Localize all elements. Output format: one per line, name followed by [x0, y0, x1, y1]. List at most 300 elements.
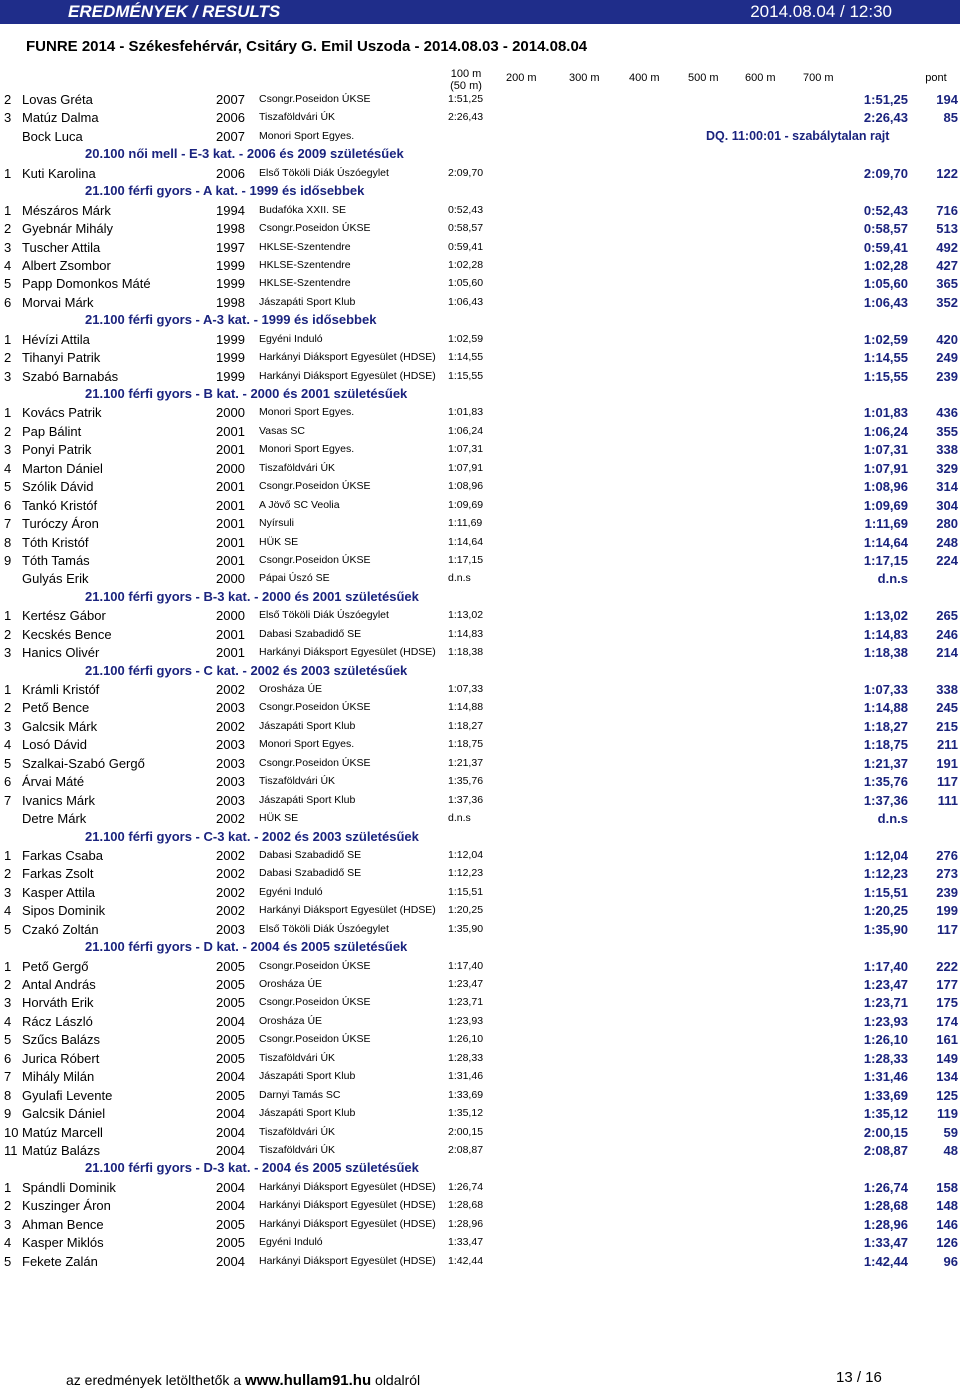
- birth-year: 2002: [216, 884, 245, 900]
- result-row: [0, 440, 960, 458]
- rank-cell: 1: [4, 165, 12, 181]
- birth-year: 2004: [216, 1106, 245, 1122]
- final-time: 1:07,91: [863, 460, 908, 476]
- swimmer-name: Ivanics Márk: [22, 792, 95, 808]
- birth-year: 2004: [216, 1142, 245, 1158]
- points-cell: 96: [943, 1253, 958, 1269]
- swimmer-name: Árvai Máté: [22, 774, 85, 790]
- result-row: [0, 864, 960, 882]
- points-cell: 222: [936, 958, 958, 974]
- swimmer-name: Kovács Patrik: [22, 405, 102, 421]
- event-title: 21.100 férfi gyors - C kat. - 2002 és 2003 születésűek: [85, 662, 408, 678]
- rank-cell: 2: [4, 92, 12, 107]
- birth-year: 2006: [216, 110, 245, 126]
- club-name: HKLSE-Szentendre: [259, 277, 351, 290]
- points-cell: 175: [936, 995, 958, 1011]
- final-time: 2:08,87: [863, 1142, 908, 1158]
- points-cell: 117: [937, 921, 958, 937]
- split-100m: 1:02,28: [448, 258, 484, 271]
- birth-year: 2004: [216, 1069, 245, 1085]
- points-cell: 338: [936, 682, 958, 697]
- rank-cell: 1: [4, 608, 12, 624]
- final-time: 1:33,47: [863, 1235, 908, 1251]
- club-name: A Jövő SC Veolia: [259, 498, 340, 511]
- birth-year: 2004: [216, 1013, 245, 1029]
- points-cell: 420: [936, 331, 958, 347]
- split-100m: 1:37,36: [448, 793, 484, 806]
- final-time: 1:14,83: [863, 626, 908, 642]
- final-time: 1:28,96: [863, 1216, 908, 1232]
- result-row: [0, 1123, 960, 1141]
- birth-year: 2001: [216, 423, 245, 439]
- final-time: 1:12,04: [863, 847, 908, 863]
- split-100m: 1:08,96: [448, 480, 484, 493]
- split-100m: 2:26,43: [448, 111, 484, 124]
- rank-cell: 7: [4, 516, 12, 532]
- swimmer-name: Krámli Kristóf: [22, 682, 100, 697]
- points-cell: 280: [936, 516, 958, 532]
- final-time: 1:35,90: [863, 921, 908, 937]
- birth-year: 2005: [216, 1032, 245, 1048]
- points-cell: 117: [937, 774, 958, 790]
- split-100m: 1:35,90: [448, 922, 484, 935]
- rank-cell: 1: [4, 682, 12, 697]
- club-name: Első Tököli Diák Úszóegylet: [259, 166, 389, 179]
- event-header: [0, 938, 960, 956]
- final-time: 1:51,25: [863, 92, 908, 107]
- result-row: [0, 993, 960, 1011]
- rank-cell: 3: [4, 110, 12, 126]
- split-100m: 1:14,83: [448, 627, 484, 640]
- club-name: Tiszaföldvári ÚK: [259, 111, 336, 124]
- birth-year: 2003: [216, 737, 245, 753]
- final-time: 1:17,40: [863, 958, 908, 974]
- final-time: 1:06,24: [863, 423, 908, 439]
- swimmer-name: Ponyi Patrik: [22, 442, 92, 458]
- rank-cell: 1: [4, 331, 12, 347]
- club-name: HÜK SE: [259, 535, 299, 548]
- result-row: [0, 1141, 960, 1159]
- split-100m: 1:42,44: [448, 1254, 484, 1267]
- club-name: Csongr.Poseidon ÚKSE: [259, 756, 371, 769]
- result-row: [0, 1049, 960, 1067]
- final-time: 1:31,46: [863, 1069, 908, 1085]
- swimmer-name: Gyebnár Mihály: [22, 221, 114, 237]
- rank-cell: 5: [4, 479, 12, 495]
- results-list: [0, 90, 960, 1270]
- swimmer-name: Kasper Attila: [22, 884, 95, 900]
- club-name: Budafóka XXII. SE: [259, 203, 346, 216]
- birth-year: 1999: [216, 368, 245, 384]
- points-cell: 194: [936, 92, 958, 107]
- club-name: Jászapáti Sport Klub: [259, 793, 356, 806]
- rank-cell: 11: [4, 1142, 18, 1158]
- birth-year: 2003: [216, 792, 245, 808]
- club-name: Monori Sport Egyes.: [259, 406, 355, 419]
- final-time: 1:15,55: [863, 368, 908, 384]
- final-time: 2:00,15: [863, 1124, 908, 1140]
- points-cell: 111: [937, 792, 958, 808]
- birth-year: 2004: [216, 1124, 245, 1140]
- final-time: 1:20,25: [863, 903, 908, 919]
- final-time: 1:23,71: [863, 995, 908, 1011]
- rank-cell: 7: [4, 792, 12, 808]
- result-row: [0, 920, 960, 938]
- rank-cell: 4: [4, 460, 12, 476]
- event-title: 21.100 férfi gyors - B kat. - 2000 és 2001 születésűek: [85, 386, 408, 401]
- birth-year: 2003: [216, 921, 245, 937]
- birth-year: 1998: [216, 294, 245, 310]
- points-cell: 513: [936, 221, 958, 237]
- swimmer-name: Tuscher Attila: [22, 239, 101, 255]
- split-100m: 1:12,04: [448, 848, 484, 861]
- rank-cell: 9: [4, 1106, 12, 1122]
- points-cell: 122: [936, 165, 958, 181]
- split-100m: 1:07,91: [448, 461, 484, 474]
- points-cell: 329: [936, 460, 958, 476]
- club-name: Tiszaföldvári ÚK: [259, 1051, 336, 1064]
- final-time: 1:06,43: [863, 294, 908, 310]
- final-time: 2:26,43: [863, 110, 908, 126]
- rank-cell: 3: [4, 368, 12, 384]
- points-cell: 126: [936, 1235, 958, 1251]
- swimmer-name: Fekete Zalán: [22, 1253, 98, 1269]
- split-100m: 1:15,51: [448, 885, 484, 898]
- split-100m: 1:12,23: [448, 867, 484, 880]
- rank-cell: 4: [4, 737, 12, 753]
- event-header: [0, 662, 960, 680]
- swimmer-name: Ahman Bence: [22, 1216, 104, 1232]
- result-row: [0, 127, 960, 145]
- points-cell: 265: [936, 608, 958, 624]
- final-time: 1:17,15: [863, 552, 908, 568]
- result-row: [0, 514, 960, 532]
- club-name: Harkányi Diáksport Egyesület (HDSE): [259, 1199, 436, 1212]
- club-name: Harkányi Diáksport Egyesület (HDSE): [259, 1254, 436, 1267]
- points-cell: 239: [936, 884, 958, 900]
- points-cell: 48: [943, 1142, 958, 1158]
- swimmer-name: Papp Domonkos Máté: [22, 276, 151, 292]
- swimmer-name: Pap Bálint: [22, 423, 82, 439]
- col-400m: 400 m: [629, 72, 660, 84]
- club-name: HKLSE-Szentendre: [259, 258, 351, 271]
- split-100m: d.n.s: [448, 572, 471, 585]
- rank-cell: 3: [4, 995, 12, 1011]
- result-row: [0, 569, 960, 587]
- club-name: Egyéni Induló: [259, 332, 323, 345]
- final-time: 1:21,37: [863, 755, 908, 771]
- rank-cell: 4: [4, 1013, 12, 1029]
- rank-cell: 2: [4, 423, 12, 439]
- birth-year: 2007: [216, 92, 245, 107]
- rank-cell: 4: [4, 257, 12, 273]
- final-time: 1:15,51: [863, 884, 908, 900]
- rank-cell: 3: [4, 1216, 12, 1232]
- result-row: [0, 606, 960, 624]
- birth-year: 2003: [216, 774, 245, 790]
- club-name: Harkányi Diáksport Egyesület (HDSE): [259, 369, 436, 382]
- final-time: 0:59,41: [863, 239, 908, 255]
- swimmer-name: Hévízi Attila: [22, 331, 90, 347]
- swimmer-name: Matúz Dalma: [22, 110, 99, 126]
- club-name: Dabasi Szabadidő SE: [259, 627, 362, 640]
- result-row: [0, 883, 960, 901]
- result-row: [0, 330, 960, 348]
- result-row: [0, 901, 960, 919]
- rank-cell: 1: [4, 1179, 12, 1195]
- rank-cell: 6: [4, 774, 12, 790]
- rank-cell: 2: [4, 700, 12, 716]
- final-time: 1:14,55: [863, 350, 908, 366]
- result-row: [0, 1215, 960, 1233]
- swimmer-name: Tankó Kristóf: [22, 497, 98, 513]
- result-row: [0, 772, 960, 790]
- rank-cell: 2: [4, 350, 12, 366]
- result-row: [0, 533, 960, 551]
- birth-year: 2002: [216, 903, 245, 919]
- final-time: d.n.s: [877, 811, 908, 827]
- club-name: Tiszaföldvári ÚK: [259, 461, 336, 474]
- final-time: 1:35,12: [863, 1106, 908, 1122]
- rank-cell: 8: [4, 1087, 12, 1103]
- rank-cell: 7: [4, 1069, 12, 1085]
- final-time: 1:42,44: [863, 1253, 908, 1269]
- final-time: 1:26,10: [863, 1032, 908, 1048]
- club-name: Csongr.Poseidon ÚKSE: [259, 93, 371, 105]
- event-header: [0, 588, 960, 606]
- club-name: Egyéni Induló: [259, 1236, 323, 1249]
- birth-year: 1999: [216, 257, 245, 273]
- swimmer-name: Horváth Erik: [22, 995, 94, 1011]
- swimmer-name: Spándli Dominik: [22, 1179, 116, 1195]
- birth-year: 2004: [216, 1179, 245, 1195]
- result-row: [0, 274, 960, 292]
- rank-cell: 2: [4, 1198, 12, 1214]
- rank-cell: 1: [4, 847, 12, 863]
- club-name: Csongr.Poseidon ÚKSE: [259, 959, 371, 972]
- club-name: Monori Sport Egyes.: [259, 738, 355, 751]
- points-cell: 276: [936, 847, 958, 863]
- result-row: [0, 791, 960, 809]
- swimmer-name: Kuszinger Áron: [22, 1198, 111, 1214]
- result-row: [0, 1178, 960, 1196]
- birth-year: 2003: [216, 755, 245, 771]
- points-cell: 436: [936, 405, 958, 421]
- result-row: [0, 348, 960, 366]
- points-cell: 338: [936, 442, 958, 458]
- rank-cell: 5: [4, 276, 12, 292]
- split-100m: 0:58,57: [448, 222, 484, 235]
- event-title: 21.100 férfi gyors - D kat. - 2004 és 2005 születésűek: [85, 939, 408, 955]
- swimmer-name: Szűcs Balázs: [22, 1032, 101, 1048]
- event-header: [0, 311, 960, 329]
- swimmer-name: Kertész Gábor: [22, 608, 106, 624]
- rank-cell: 2: [4, 221, 12, 237]
- club-name: Monori Sport Egyes.: [259, 443, 355, 456]
- swimmer-name: Kasper Miklós: [22, 1235, 104, 1251]
- birth-year: 2002: [216, 718, 245, 734]
- points-cell: 199: [936, 903, 958, 919]
- birth-year: 2002: [216, 811, 245, 827]
- result-row: [0, 1252, 960, 1270]
- swimmer-name: Antal András: [22, 977, 96, 992]
- birth-year: 2001: [216, 497, 245, 513]
- birth-year: 2002: [216, 682, 245, 697]
- club-name: Jászapáti Sport Klub: [259, 295, 356, 308]
- split-100m: 1:07,31: [448, 443, 484, 456]
- split-100m: 1:14,64: [448, 535, 484, 548]
- swimmer-name: Gyulafi Levente: [22, 1087, 113, 1103]
- final-time: 1:07,33: [863, 682, 908, 697]
- points-cell: 246: [936, 626, 958, 642]
- print-datetime: 2014.08.04 / 12:30: [750, 2, 892, 21]
- result-row: [0, 422, 960, 440]
- final-time: 1:35,76: [863, 774, 908, 790]
- birth-year: 2002: [216, 866, 245, 882]
- split-100m: 1:28,68: [448, 1199, 484, 1212]
- points-cell: 215: [936, 718, 958, 734]
- swimmer-name: Szalkai-Szabó Gergő: [22, 755, 145, 771]
- split-100m: 1:33,47: [448, 1236, 484, 1249]
- result-row: [0, 108, 960, 126]
- swimmer-name: Sipos Dominik: [22, 903, 106, 919]
- club-name: Csongr.Poseidon ÚKSE: [259, 1033, 371, 1046]
- club-name: Harkányi Diáksport Egyesület (HDSE): [259, 904, 436, 917]
- birth-year: 2001: [216, 645, 245, 661]
- club-name: Jászapáti Sport Klub: [259, 719, 356, 732]
- col-500m: 500 m: [688, 72, 719, 84]
- footer-text-after: oldalról: [375, 1372, 421, 1388]
- points-cell: 304: [936, 497, 958, 513]
- swimmer-name: Marton Dániel: [22, 460, 103, 476]
- split-100m: 1:02,59: [448, 332, 484, 345]
- birth-year: 2004: [216, 1253, 245, 1269]
- swimmer-name: Lovas Gréta: [22, 92, 93, 107]
- footer-text-before: az eredmények letölthetők a: [66, 1372, 242, 1388]
- col-700m: 700 m: [803, 72, 834, 84]
- birth-year: 2000: [216, 571, 245, 587]
- birth-year: 2005: [216, 1216, 245, 1232]
- club-name: Tiszaföldvári ÚK: [259, 1125, 336, 1138]
- final-time: 1:28,33: [863, 1050, 908, 1066]
- split-100m: 1:35,76: [448, 775, 484, 788]
- split-100m: 0:52,43: [448, 203, 484, 216]
- rank-cell: 3: [4, 884, 12, 900]
- rank-cell: 1: [4, 202, 12, 218]
- result-row: [0, 1233, 960, 1251]
- col-points: pont: [925, 72, 947, 84]
- rank-cell: 3: [4, 718, 12, 734]
- swimmer-name: Galcsik Márk: [22, 718, 98, 734]
- points-cell: 224: [936, 552, 958, 568]
- points-cell: 191: [936, 755, 958, 771]
- result-row: [0, 643, 960, 661]
- club-name: Egyéni Induló: [259, 885, 323, 898]
- col-200m: 200 m: [506, 72, 537, 84]
- event-title: 21.100 férfi gyors - C-3 kat. - 2002 és 2003 születésűek: [85, 828, 419, 844]
- split-100m: 0:59,41: [448, 240, 484, 253]
- event-title: 21.100 férfi gyors - A kat. - 1999 és idősebbek: [85, 183, 365, 199]
- final-time: 1:18,38: [863, 645, 908, 661]
- final-time: 1:33,69: [863, 1087, 908, 1103]
- swimmer-name: Tóth Kristóf: [22, 534, 89, 550]
- rank-cell: 2: [4, 626, 12, 642]
- swimmer-name: Morvai Márk: [22, 294, 94, 310]
- result-row: [0, 551, 960, 569]
- points-cell: 248: [936, 534, 958, 550]
- club-name: Dabasi Szabadidő SE: [259, 867, 362, 880]
- club-name: Jászapáti Sport Klub: [259, 1070, 356, 1083]
- split-100m: 1:26,74: [448, 1180, 484, 1193]
- birth-year: 2001: [216, 516, 245, 532]
- swimmer-name: Matúz Balázs: [22, 1142, 101, 1158]
- final-time: 1:07,31: [863, 442, 908, 458]
- points-cell: 214: [936, 645, 958, 661]
- points-cell: 716: [936, 202, 958, 218]
- swimmer-name: Kecskés Bence: [22, 626, 112, 642]
- disqualification-note: DQ. 11:00:01 - szabálytalan rajt: [706, 128, 890, 143]
- result-row: [0, 1030, 960, 1048]
- points-cell: 427: [936, 257, 958, 273]
- result-row: [0, 90, 960, 108]
- swimmer-name: Tóth Tamás: [22, 552, 90, 568]
- club-name: HÜK SE: [259, 812, 299, 825]
- birth-year: 1997: [216, 239, 245, 255]
- result-row: [0, 698, 960, 716]
- result-row: [0, 1104, 960, 1122]
- swimmer-name: Matúz Marcell: [22, 1124, 103, 1140]
- points-cell: 119: [937, 1106, 958, 1122]
- page-number: 13 / 16: [836, 1369, 882, 1386]
- birth-year: 2005: [216, 958, 245, 974]
- points-cell: 125: [936, 1087, 958, 1103]
- rank-cell: 10: [4, 1124, 19, 1140]
- footer-link[interactable]: www.hullam91.hu: [245, 1372, 372, 1389]
- final-time: 1:12,23: [863, 866, 908, 882]
- points-cell: 245: [936, 700, 958, 716]
- results-title: EREDMÉNYEK / RESULTS: [68, 2, 281, 21]
- result-row: [0, 735, 960, 753]
- final-time: 1:09,69: [863, 497, 908, 513]
- rank-cell: 2: [4, 977, 12, 992]
- event-header: [0, 145, 960, 163]
- result-row: [0, 293, 960, 311]
- club-name: Harkányi Diáksport Egyesület (HDSE): [259, 1217, 436, 1230]
- birth-year: 2000: [216, 460, 245, 476]
- birth-year: 1998: [216, 221, 245, 237]
- birth-year: 2005: [216, 995, 245, 1011]
- points-cell: 273: [936, 866, 958, 882]
- club-name: Csongr.Poseidon ÚKSE: [259, 222, 371, 235]
- event-header: [0, 1159, 960, 1177]
- club-name: Tiszaföldvári ÚK: [259, 1143, 336, 1156]
- club-name: Csongr.Poseidon ÚKSE: [259, 996, 371, 1009]
- split-100m: 2:09,70: [448, 166, 484, 179]
- birth-year: 2005: [216, 1087, 245, 1103]
- split-100m: 1:23,93: [448, 1014, 484, 1027]
- swimmer-name: Czakó Zoltán: [22, 921, 99, 937]
- club-name: Harkányi Diáksport Egyesület (HDSE): [259, 1180, 436, 1193]
- club-name: Orosháza ÚE: [259, 1014, 323, 1027]
- split-100m: 1:23,71: [448, 996, 484, 1009]
- rank-cell: 1: [4, 405, 12, 421]
- result-row: [0, 1012, 960, 1030]
- club-name: Csongr.Poseidon ÚKSE: [259, 701, 371, 714]
- result-row: [0, 680, 960, 698]
- club-name: Tiszaföldvári ÚK: [259, 775, 336, 788]
- points-cell: 161: [936, 1032, 958, 1048]
- birth-year: 2005: [216, 977, 245, 992]
